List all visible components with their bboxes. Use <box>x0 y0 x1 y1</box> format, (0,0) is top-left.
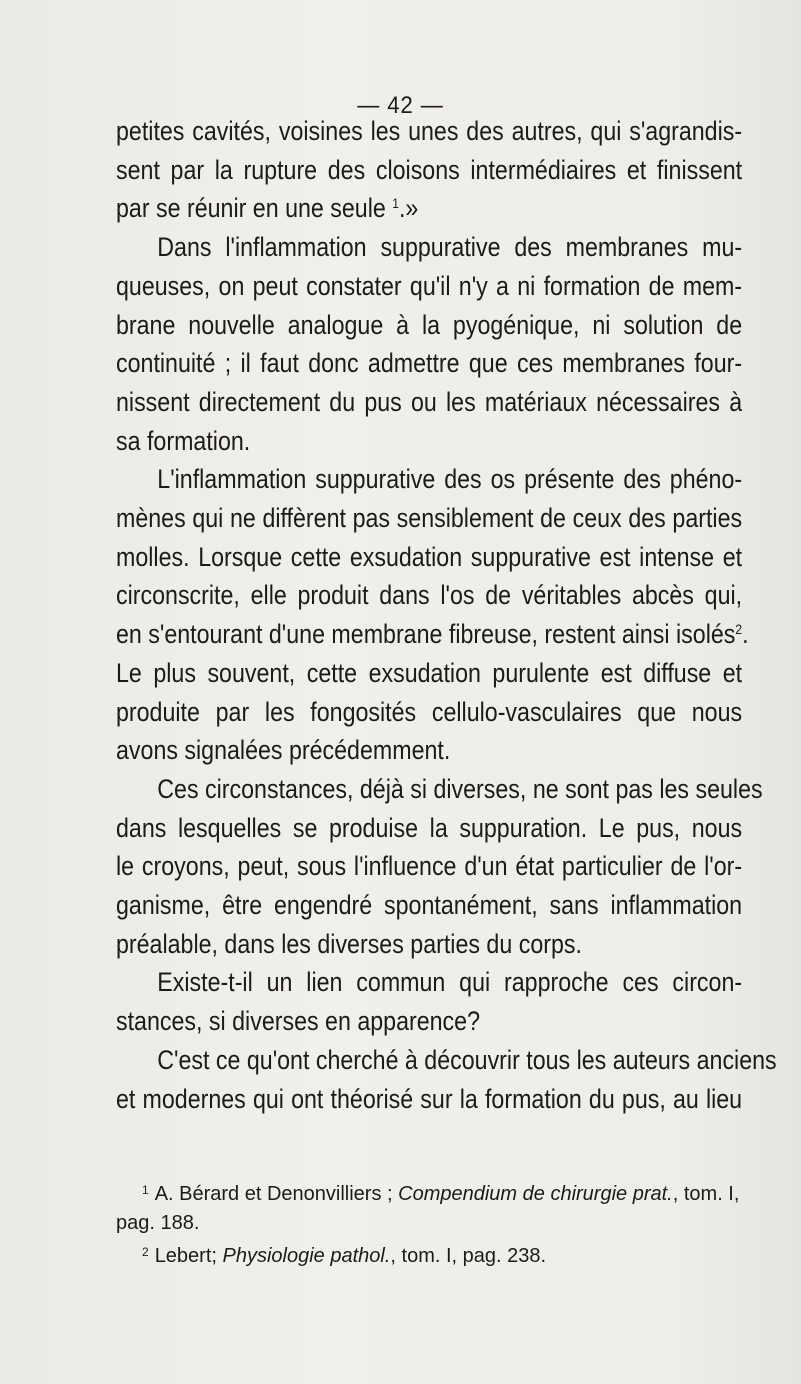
text-line: continuité ; il faut donc admettre que ces membranes four- <box>116 348 743 379</box>
text-fragment: par se réunir en une seule <box>116 193 386 224</box>
text-line: Existe-t-il un lien commun qui rapproche ces circon- <box>157 967 743 998</box>
footnote-work: Compendium de chirurgie prat. <box>398 1183 673 1205</box>
footnote-work: Physiologie pathol. <box>222 1245 391 1267</box>
text-line: le croyons, peut, sous l'influence d'un état particulier de l'or- <box>116 851 743 882</box>
footnote-rest: , tom. I, pag. 238. <box>390 1245 547 1267</box>
text-fragment: .» <box>398 193 419 224</box>
footnote <box>116 1176 742 1209</box>
text-line: et modernes qui ont théorisé sur la formation du pus, au lieu <box>116 1083 743 1114</box>
text-line: C'est ce qu'ont cherché à découvrir tous les auteurs anciens <box>157 1044 777 1075</box>
text-line <box>116 615 749 654</box>
text-line: Le plus souvent, cette exsudation purulente est diffuse et <box>116 657 743 688</box>
text-fragment: en s'entourant d'une membrane fibreuse, restent ainsi isolés <box>116 619 736 650</box>
footnote-number: 2 <box>142 1245 149 1259</box>
text-line: avons signalées précédemment. <box>116 735 451 766</box>
text-line: préalable, dans les diverses parties du corps. <box>116 928 582 959</box>
footnote-continuation: pag. 188. <box>116 1212 200 1234</box>
text-line: mènes qui ne diffèrent pas sensiblement de ceux des parties <box>116 503 743 534</box>
footnotes <box>116 1176 742 1271</box>
text-line: stances, si diverses en apparence? <box>116 1006 480 1037</box>
text-fragment: . <box>742 619 749 650</box>
text-line: dans lesquelles se produise la suppuration. Le pus, nous <box>116 812 743 843</box>
text-line: L'inflammation suppurative des os présente des phéno- <box>157 464 743 495</box>
text-line: ganisme, être engendré spontanément, sans inflammation <box>116 890 743 921</box>
footnote-ref: 1 <box>392 195 399 212</box>
footnote-authors: Lebert; <box>154 1245 217 1267</box>
text-line: molles. Lorsque cette exsudation suppurative est intense et <box>116 541 743 572</box>
text-line: nissent directement du pus ou les matériaux nécessaires à <box>116 386 743 417</box>
footnote-rest: , tom. I, <box>672 1183 740 1205</box>
body-text <box>116 112 777 1118</box>
text-line: sa formation. <box>116 425 251 456</box>
page-number: — 42 — <box>357 92 444 119</box>
text-line: circonscrite, elle produit dans l'os de véritables abcès qui, <box>116 580 743 611</box>
text-line: produite par les fongosités cellulo-vasculaires que nous <box>116 696 743 727</box>
text-line: Dans l'inflammation suppurative des membranes mu- <box>157 232 743 263</box>
footnote <box>116 1238 742 1271</box>
footnote-authors: A. Bérard et Denonvilliers ; <box>154 1183 393 1205</box>
text-line: queuses, on peut constater qu'il n'y a ni formation de mem- <box>116 270 743 301</box>
text-line: brane nouvelle analogue à la pyogénique, ni solution de <box>116 309 743 340</box>
text-line <box>116 189 742 228</box>
text-line: Ces circonstances, déjà si diverses, ne sont pas les seules <box>157 773 763 804</box>
text-line: sent par la rupture des cloisons intermédiaires et finissent <box>116 154 743 185</box>
footnote-number: 1 <box>142 1183 149 1197</box>
footnote-ref: 2 <box>735 621 743 638</box>
text-line: petites cavités, voisines les unes des autres, qui s'agrandis- <box>116 116 743 146</box>
